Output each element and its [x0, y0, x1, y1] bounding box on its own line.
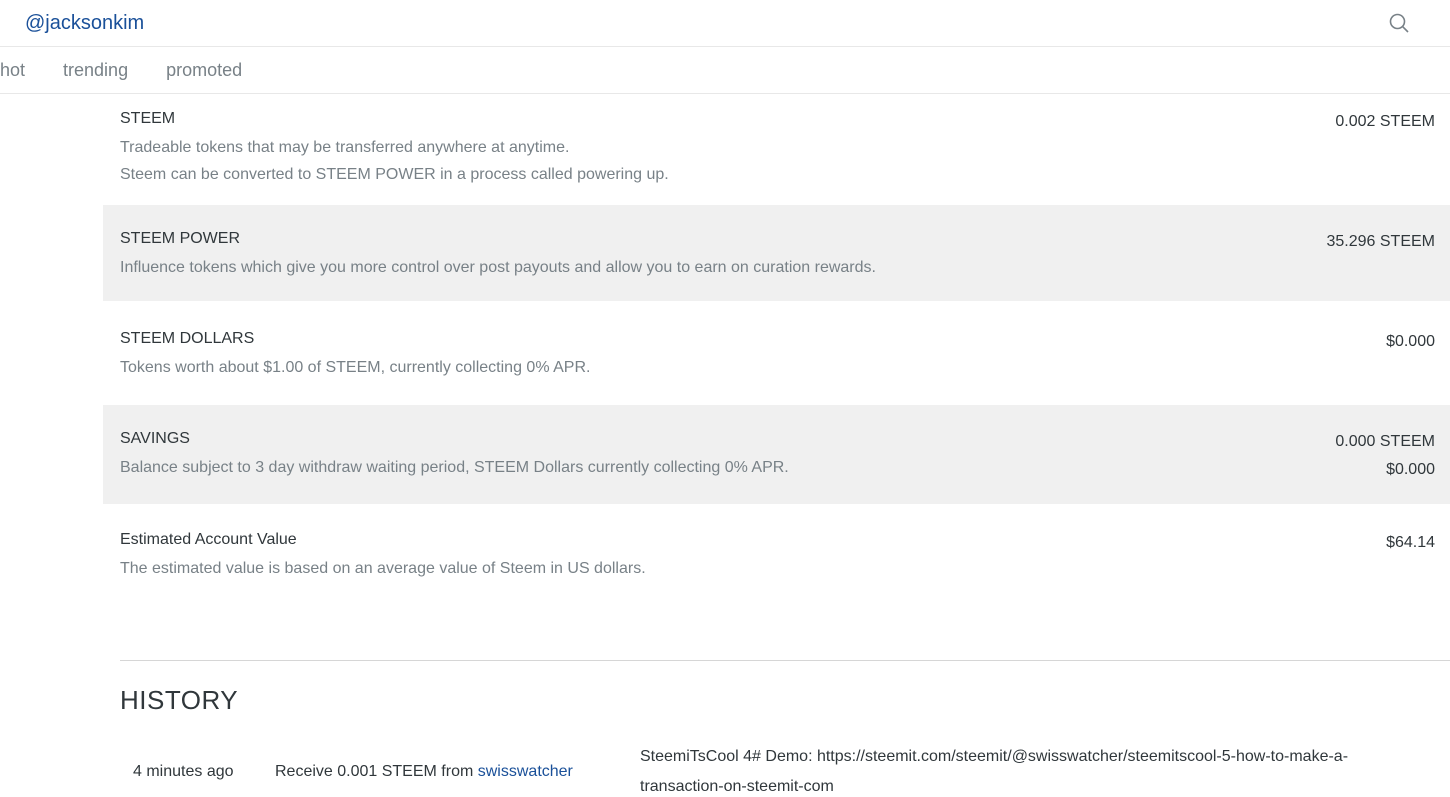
nav-item-promoted[interactable]: promoted	[166, 59, 243, 80]
savings-title: SAVINGS	[120, 430, 190, 447]
history-timestamp: 4 minutes ago	[133, 763, 234, 780]
steem-power-title: STEEM POWER	[120, 230, 241, 247]
history-divider	[120, 660, 1450, 661]
estimated-value-title: Estimated Account Value	[120, 531, 297, 548]
steem-title: STEEM	[120, 110, 176, 127]
steem-description-line2: Steem can be converted to STEEM POWER in a process called powering up.	[120, 166, 669, 183]
history-sender-link[interactable]: swisswatcher	[477, 763, 573, 780]
savings-description: Balance subject to 3 day withdraw waiting period, STEEM Dollars currently collecting 0% APR.	[120, 459, 789, 476]
steem-power-balance-value: 35.296 STEEM	[1326, 233, 1435, 250]
wallet-row-steem-power	[103, 205, 1450, 301]
estimated-value-amount: $64.14	[1386, 534, 1435, 551]
savings-dollar-value: $0.000	[1386, 461, 1435, 478]
top-header	[0, 0, 1450, 47]
steem-description-line1: Tradeable tokens that may be transferred anywhere at anytime.	[120, 139, 570, 156]
wallet-row-steem-dollars	[0, 301, 1450, 405]
search-icon[interactable]	[1388, 12, 1410, 34]
steem-dollars-description: Tokens worth about $1.00 of STEEM, currently collecting 0% APR.	[120, 359, 591, 376]
steem-dollars-balance-value: $0.000	[1386, 333, 1435, 350]
sort-nav	[0, 47, 1450, 94]
wallet-row-estimated-value	[0, 504, 1450, 606]
wallet-row-steem	[0, 94, 1450, 205]
steem-dollars-title: STEEM DOLLARS	[120, 330, 255, 347]
history-action-text: Receive 0.001 STEEM from	[275, 763, 478, 780]
account-name-link[interactable]: @jacksonkim	[25, 11, 145, 34]
steem-power-description: Influence tokens which give you more control over post payouts and allow you to earn on curation rewards.	[120, 259, 876, 276]
history-entry	[133, 742, 1450, 797]
savings-steem-value: 0.000 STEEM	[1335, 433, 1435, 450]
estimated-value-description: The estimated value is based on an average value of Steem in US dollars.	[120, 560, 646, 577]
history-memo: SteemiTsCool 4# Demo: https://steemit.com/steemit/@swisswatcher/steemitscool-5-how-to-make-a-transaction-on-steemit-com	[640, 748, 1349, 795]
history-heading: HISTORY	[120, 685, 239, 715]
nav-item-hot[interactable]: hot	[0, 59, 26, 80]
steem-balance-value: 0.002 STEEM	[1335, 113, 1435, 130]
wallet-balances	[0, 94, 1450, 606]
nav-item-trending[interactable]: trending	[63, 59, 129, 80]
history-action	[275, 763, 640, 781]
wallet-row-savings	[103, 405, 1450, 504]
